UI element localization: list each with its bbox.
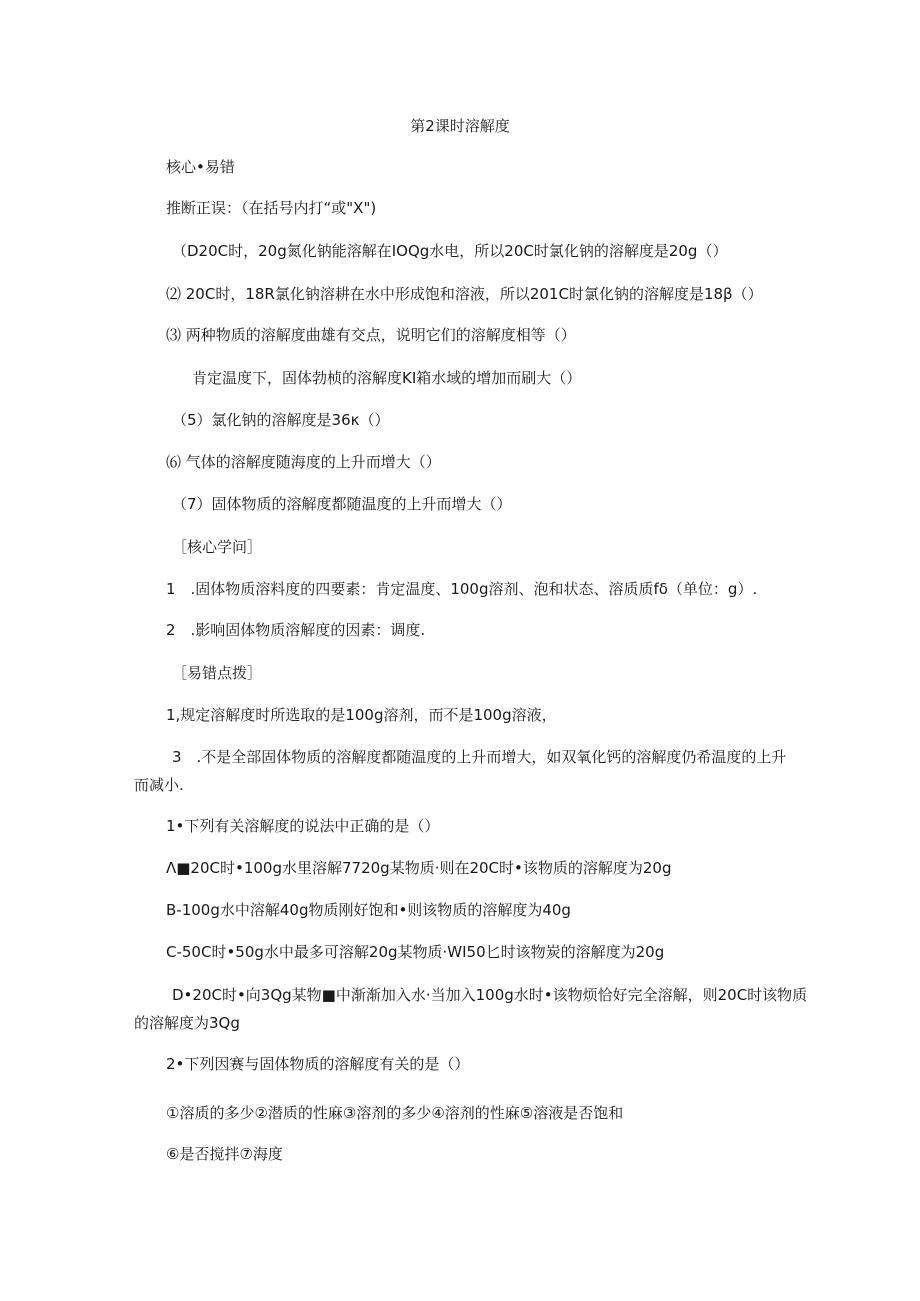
question-1-option-b: B-100g水中溶解40g物质刚好饱和•则该物质的溶解度为40g — [166, 901, 571, 919]
question-1-option-d: D•20C时•向3Qg某物■中渐渐加入水·当加入100g水时•该物烦恰好完全溶解，则20C时该物质 — [172, 986, 808, 1004]
section-heading-core-errors: 核心•易错 — [166, 158, 235, 176]
core-knowledge-item-2: 2 .影响固体物质溶解度的因素：调度. — [166, 621, 426, 639]
question-1-stem: 1•下列有关溶解度的说法中正确的是（） — [166, 817, 440, 835]
judge-item-1: （D20C时，20g氮化钠能溶解在IOQg水电，所以20C时氯化钠的溶解度是20g（） — [172, 242, 728, 260]
question-2-factors-line-2: ⑥是否搅拌⑦海度 — [166, 1145, 283, 1163]
core-knowledge-item-1: 1 .固体物质溶料度的四要素：肯定温度、100g溶剂、泡和状态、溶质质fδ（单位：g）. — [166, 580, 758, 598]
judge-item-6: ⑹ 气体的溶解度随海度的上升而增大（） — [166, 453, 441, 471]
error-tips-heading: ［易错点拨］ — [172, 664, 263, 682]
question-1-option-a: Λ■20C时•100g水里溶解7720g某物质·则在20C时•该物质的溶解度为20g — [166, 859, 672, 877]
question-1-option-d-continued: 的溶解度为3Qg — [134, 1014, 240, 1032]
question-1-option-c: C-50C时•50g水中最多可溶解20g某物质·WI50匕时该物炭的溶解度为20g — [166, 943, 665, 961]
error-tip-2: 3 .不是全部固体物质的溶解度都随温度的上升而增大，如双氧化钙的溶解度仍希温度的上升 — [172, 748, 787, 766]
page-title: 第2课时溶解度 — [410, 117, 510, 135]
question-2-factors-line-1: ①溶质的多少②潜质的性麻③溶剂的多少④溶剂的性麻⑤溶液是否饱和 — [166, 1104, 624, 1122]
judge-item-5: （5）氯化钠的溶解度是36κ（） — [172, 411, 390, 429]
core-knowledge-heading: ［核心学问］ — [172, 538, 263, 556]
error-tip-2-continued: 而减小. — [134, 776, 184, 794]
judge-item-7: （7）固体物质的溶解度都随温度的上升而增大（） — [172, 495, 512, 513]
question-2-stem: 2•下列因赛与固体物质的溶解度有关的是（） — [166, 1055, 470, 1073]
judge-item-2: ⑵ 20C时，18R氯化钠溶耕在水中形成饱和溶液，所以201C时氯化钠的溶解度是18β（） — [166, 285, 763, 303]
judge-instruction: 推断正误：（在括号内打“或"X") — [166, 199, 377, 217]
error-tip-1: 1,规定溶解度时所选取的是100g溶剂，而不是100g溶液， — [166, 706, 557, 724]
judge-item-3: ⑶ 两种物质的溶解度曲雄有交点，说明它们的溶解度相等（） — [166, 326, 576, 344]
judge-item-4: 肯定温度下，固体勃桢的溶解度KI箱水域的增加而刷大（） — [192, 369, 582, 387]
